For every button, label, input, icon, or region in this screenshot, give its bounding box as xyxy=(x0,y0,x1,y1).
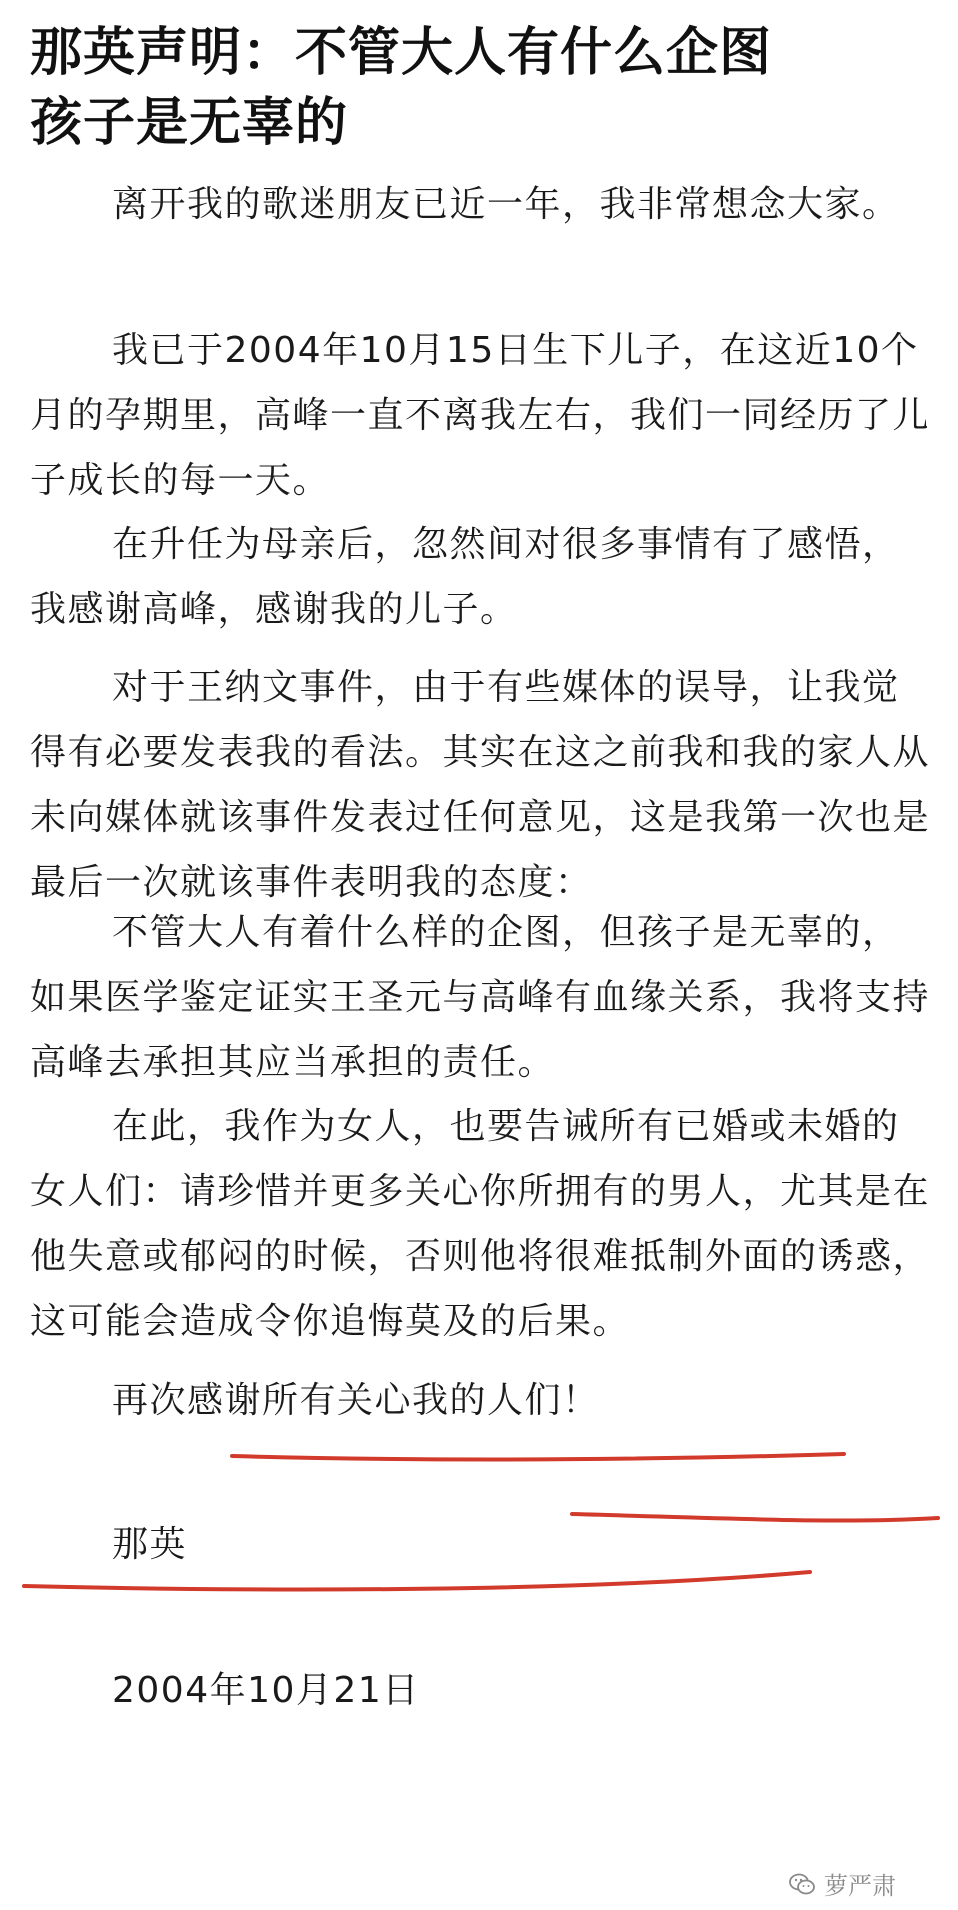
article-title xyxy=(30,18,930,158)
signature-date: 2004年10月21日 xyxy=(112,1670,420,1711)
wechat-icon xyxy=(788,1872,816,1896)
paragraph-6: 在此，我作为女人，也要告诫所有已婚或未婚的女人们：请珍惜并更多关心你所拥有的男人，尤其是在他失意或郁闷的时候，否则他将很难抵制外面的诱惑，这可能会造成令你追悔莫及的后果。 xyxy=(30,1106,931,1342)
paragraph-4: 对于王纳文事件，由于有些媒体的误导，让我觉得有必要发表我的看法。其实在这之前我和我的家人从未向媒体就该事件发表过任何意见，这是我第一次也是最后一次就该事件表明我的态度： xyxy=(30,667,931,903)
paragraph-7: 再次感谢所有关心我的人们！ xyxy=(112,1380,600,1421)
paragraph-2: 我已于2004年10月15日生下儿子，在这近10个月的孕期里，高峰一直不离我左右，我们一同经历了儿子成长的每一天。 xyxy=(30,330,931,501)
paragraph-5: 不管大人有着什么样的企图，但孩子是无辜的，如果医学鉴定证实王圣元与高峰有血缘关系，我将支持高峰去承担其应当承担的责任。 xyxy=(30,912,931,1083)
paragraph-1: 离开我的歌迷朋友已近一年，我非常想念大家。 xyxy=(112,184,900,225)
signature-name: 那英 xyxy=(112,1524,188,1565)
watermark xyxy=(788,1866,896,1901)
title-line-2: 孩子是无辜的 xyxy=(30,93,349,153)
red-underline-1 xyxy=(228,1446,848,1466)
title-line-1: 那英声明：不管大人有什么企图 xyxy=(30,23,773,83)
red-underline-2 xyxy=(20,1500,958,1610)
paragraph-3: 在升任为母亲后，忽然间对很多事情有了感悟，我感谢高峰，感谢我的儿子。 xyxy=(30,524,900,630)
watermark-text: 萝严肃 xyxy=(824,1872,896,1900)
